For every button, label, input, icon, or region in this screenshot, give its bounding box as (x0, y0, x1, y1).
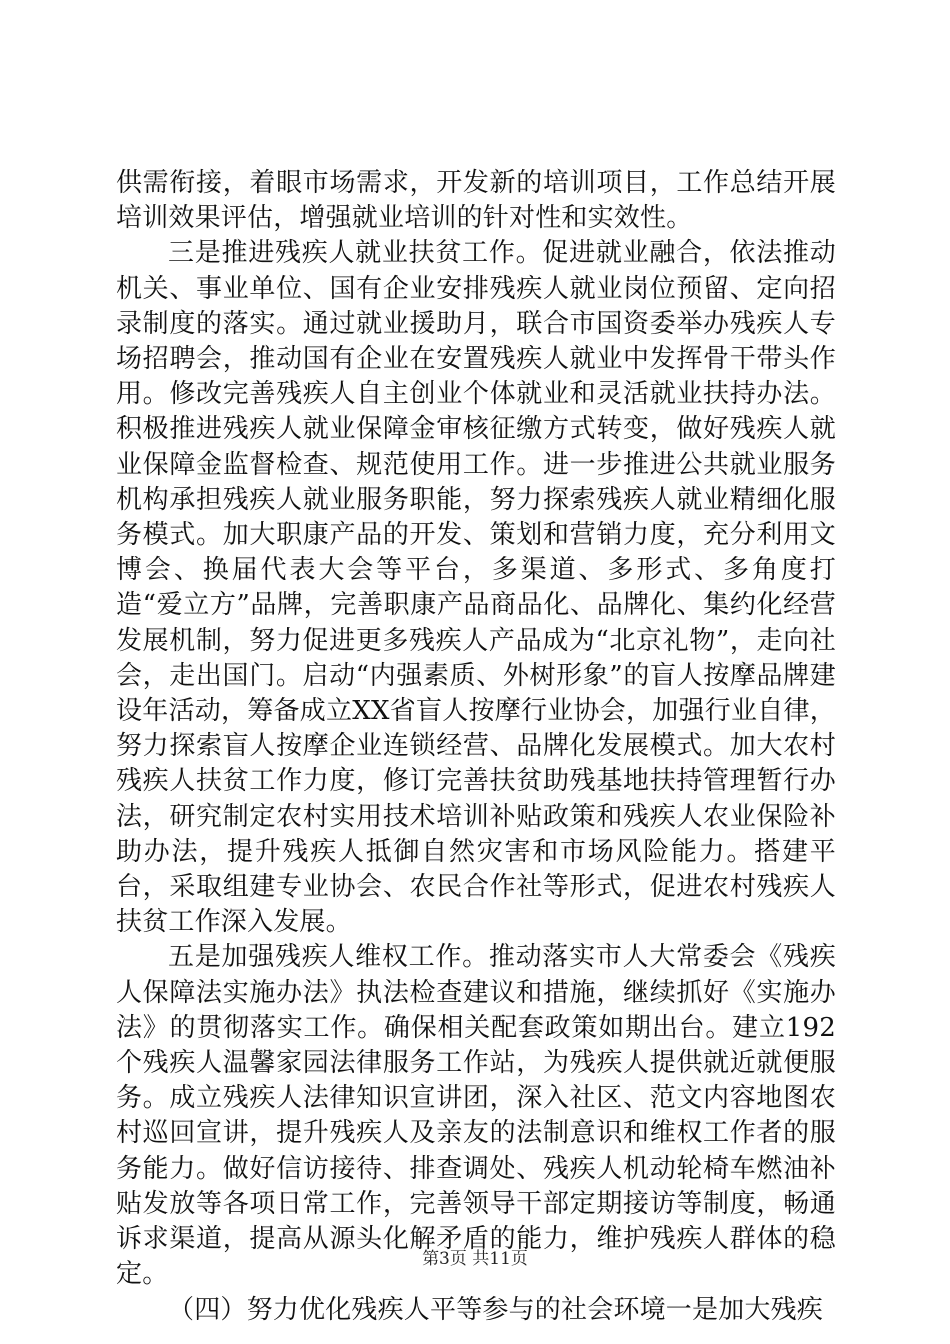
document-body (116, 166, 836, 1328)
paragraph-rights-protection: 五是加强残疾人维权工作。推动落实市人大常委会《残疾人保障法实施办法》执法检查建议和措施，继续抓好《实施办法》的贯彻落实工作。确保相关配套政策如期出台。建立192个残疾人温馨家园法律服务工作站，为残疾人提供就近就便服务。成立残疾人法律知识宣讲团，深入社区、范文内容地图农村巡回宣讲，提升残疾人及亲友的法制意识和维权工作者的服务能力。做好信访接待、排查调处、残疾人机动轮椅车燃油补贴发放等各项日常工作，完善领导干部定期接访等制度，畅通诉求渠道，提高从源头化解矛盾的能力，维护残疾人群体的稳定。 (116, 942, 836, 1290)
paragraph-section-four-heading: （四）努力优化残疾人平等参与的社会环境一是加大残疾 (168, 1294, 824, 1325)
paragraph-training-continuation: 供需衔接，着眼市场需求，开发新的培训项目，工作总结开展培训效果评估，增强就业培训的针对性和实效性。 (116, 168, 836, 234)
paragraph-employment-poverty-relief: 三是推进残疾人就业扶贫工作。促进就业融合，依法推动机关、事业单位、国有企业安排残疾人就业岗位预留、定向招录制度的落实。通过就业援助月，联合市国资委举办残疾人专场招聘会，推动国有企业在安置残疾人就业中发挥骨干带头作用。修改完善残疾人自主创业个体就业和灵活就业扶持办法。积极推进残疾人就业保障金审核征缴方式转变，做好残疾人就业保障金监督检查、规范使用工作。进一步推进公共就业服务机构承担残疾人就业服务职能，努力探索残疾人就业精细化服务模式。加大职康产品的开发、策划和营销力度，充分利用文博会、换届代表大会等平台，多渠道、多形式、多角度打造“爱立方”品牌，完善职康产品商品化、品牌化、集约化经营发展机制，努力促进更多残疾人产品成为“北京礼物”，走向社会，走出国门。启动“内强素质、外树形象”的盲人按摩品牌建设年活动，筹备成立XX省盲人按摩行业协会，加强行业自律，努力探索盲人按摩企业连锁经营、品牌化发展模式。加大农村残疾人扶贫工作力度，修订完善扶贫助残基地扶持管理暂行办法，研究制定农村实用技术培训补贴政策和残疾人农业保险补助办法，提升残疾人抵御自然灾害和市场风险能力。搭建平台，采取组建专业协会、农民合作社等形式，促进农村残疾人扶贫工作深入发展。 (116, 238, 836, 938)
page-number-footer: 第3页 共11页 (422, 1249, 528, 1269)
